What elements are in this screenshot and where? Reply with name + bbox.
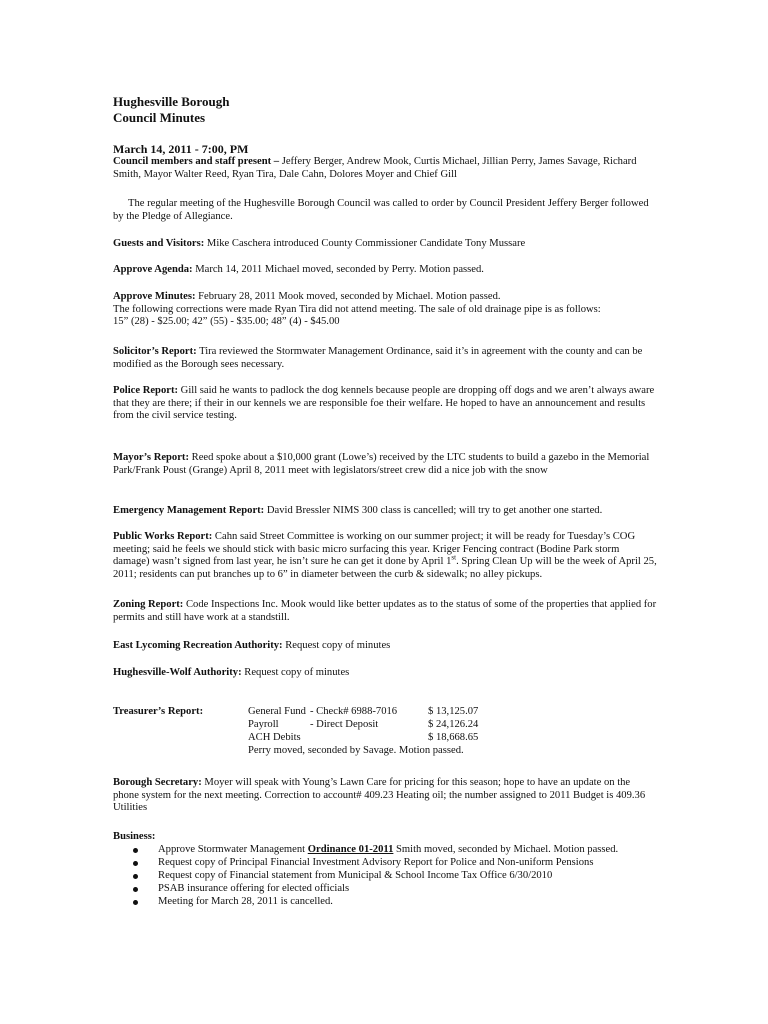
list-item [113,857,673,870]
treasurer-label: Treasurer’s Report: [113,706,204,717]
treasurer-motion: Perry moved, seconded by Savage. Motion passed. [248,745,464,756]
solicitor-section [113,346,658,371]
minutes-section [113,291,658,329]
list-item [113,870,673,883]
bullet-icon [133,848,138,853]
minutes-label: Approve Minutes: [113,291,196,302]
mayor-section [113,452,658,477]
fund-name: Payroll [248,719,279,730]
east-lycoming-text: Request copy of minutes [282,640,391,651]
fund-name: General Fund [248,706,306,717]
minutes-line-2: The following corrections were made Ryan Tira did not attend meeting. The sale of old drainage pipe is as follows: [113,303,601,315]
agenda-text: March 14, 2011 Michael moved, seconded by Perry. Motion passed. [192,264,484,275]
fund-amount: $ 24,126.24 [428,719,479,730]
guests-text: Mike Caschera introduced County Commissioner Candidate Tony Mussare [204,238,526,249]
zoning-label: Zoning Report: [113,599,184,610]
guests-label: Guests and Visitors: [113,238,205,249]
police-text: Gill said he wants to padlock the dog kennels because people are dropping off dogs and we aren’t always aware that they are there; if their in our kennels we are responsible foe their welfare. He hoped to have an announcement and results from the civil service testing. [113,385,655,422]
bullet-icon [133,861,138,866]
business-list [113,844,673,909]
emergency-label: Emergency Management Report: [113,505,265,516]
attendees [113,156,658,181]
bullet-icon [133,900,138,905]
solicitor-label: Solicitor’s Report: [113,346,197,357]
fund-row [248,719,668,732]
minutes-line-3: 15” (28) - $25.00; 42” (55) - $35.00; 48” (4) - $45.00 [113,316,340,328]
wolf-authority-label: Hughesville-Wolf Authority: [113,667,242,678]
public-works-text-b: . Spring Clean Up will be the week of April 25, 2011; residents can put branches up to 6” in diameter between the curb & sidewalk; no alley pickups. [113,556,657,580]
secretary-label: Borough Secretary: [113,777,202,788]
meeting-date: March 14, 2011 - 7:00, PM [113,142,249,156]
attendees-text: Jeffery Berger, Andrew Mook, Curtis Michael, Jillian Perry, James Savage, Richard Smith, Mayor Walter Reed, Ryan Tira, Dale Cahn, Dolores Moyer and Chief Gill [113,156,637,180]
list-item [113,896,673,909]
emergency-text: David Bressler NIMS 300 class is cancelled; will try to get another one started. [264,505,603,516]
list-item [113,883,673,896]
wolf-authority-section [113,667,658,680]
east-lycoming-label: East Lycoming Recreation Authority: [113,640,283,651]
ordinal-suffix: st [451,553,457,562]
fund-row [248,732,668,745]
minutes-text: February 28, 2011 Mook moved, seconded by Michael. Motion passed. [195,291,501,302]
list-item [113,844,673,857]
attendees-label: Council members and staff present – [113,156,280,167]
wolf-authority-text: Request copy of minutes [241,667,350,678]
fund-amount: $ 18,668.65 [428,732,479,743]
bullet-icon [133,887,138,892]
fund-desc: - Check# 6988-7016 [310,706,398,717]
business-item-4: PSAB insurance offering for elected officials [158,883,350,894]
zoning-text: Code Inspections Inc. Mook would like better updates as to the status of some of the properties that applied for permits and still have work at a standstill. [113,599,657,623]
business-item-2: Request copy of Principal Financial Investment Advisory Report for Police and Non-uniform Pensions [158,857,594,868]
public-works-section [113,531,658,581]
business-label: Business: [113,831,156,842]
secretary-text: Moyer will speak with Young’s Lawn Care for pricing for this season; hope to have an update on the phone system for the next meeting. Correction to account# 409.23 Heating oil; the number assigned to 2011 Budget is 409.36 Utilities [113,777,646,814]
meeting-info [113,142,658,181]
zoning-section [113,599,658,624]
police-label: Police Report: [113,385,179,396]
agenda-section [113,264,658,277]
emergency-section [113,505,658,518]
fund-name: ACH Debits [248,732,301,743]
business-item-1-pre: Approve Stormwater Management [158,844,308,855]
fund-row [248,706,668,719]
public-works-label: Public Works Report: [113,531,213,542]
borough-name: Hughesville Borough [113,94,230,109]
fund-desc: - Direct Deposit [310,719,379,730]
agenda-label: Approve Agenda: [113,264,193,275]
fund-amount: $ 13,125.07 [428,706,479,717]
business-item-1-post: Smith moved, seconded by Michael. Motion passed. [393,844,619,855]
east-lycoming-section [113,640,658,653]
solicitor-text: Tira reviewed the Stormwater Management Ordinance, said it’s in agreement with the county and can be modified as the Borough sees necessary. [113,346,643,370]
document-type: Council Minutes [113,110,206,125]
business-item-3: Request copy of Financial statement from Municipal & School Income Tax Office 6/30/2010 [158,870,553,881]
business-item-5: Meeting for March 28, 2011 is cancelled. [158,896,333,907]
mayor-text: Reed spoke about a $10,000 grant (Lowe’s) received by the LTC students to build a gazebo in the Memorial Park/Frank Poust (Grange) April 8, 2011 meet with legislators/street crew did a nice job with the snow [113,452,650,476]
secretary-section [113,777,658,815]
opening-paragraph: The regular meeting of the Hughesville Borough Council was called to order by Council President Jeffery Berger followed by the Pledge of Allegiance. [113,198,649,222]
minutes-line-1 [113,291,658,304]
public-works-text-a: Cahn said Street Committee is working on our summer project; it will be ready for Tuesday’s COG meeting; said he feels we should stick with basic micro surfacing this year. Kriger Fencing contract (Bodine Park storm damage) wasn’t signed from last year, he isn’t sure he can get it done by April 1 [113,531,636,568]
ordinance-number: Ordinance 01-2011 [307,844,394,855]
guests-section [113,238,658,251]
bullet-icon [133,874,138,879]
document-title [113,94,229,126]
police-section [113,385,658,423]
mayor-label: Mayor’s Report: [113,452,189,463]
